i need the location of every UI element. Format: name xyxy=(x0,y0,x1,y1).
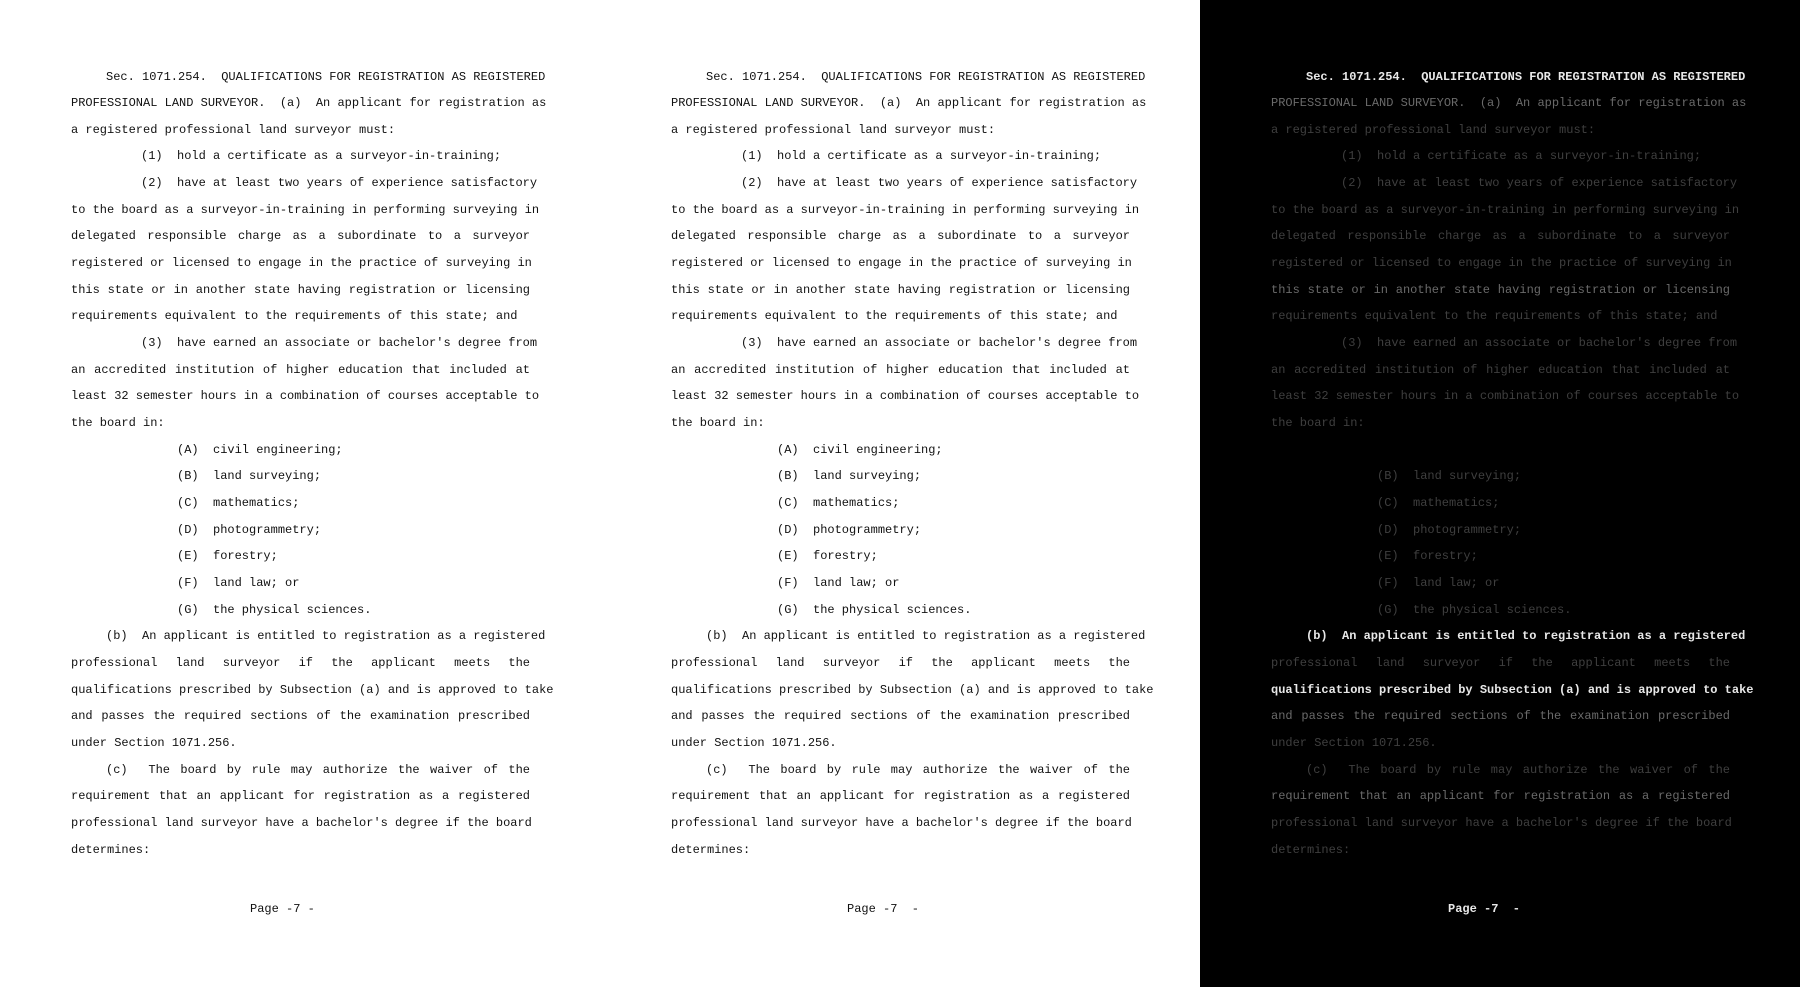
sub-item: (F) land law; or xyxy=(777,576,900,590)
subsection-b-line: professional land surveyor if the applicant meets the xyxy=(71,656,530,670)
item-2-line: requirements equivalent to the requirements of this state; and xyxy=(1271,309,1718,323)
subsection-b-line: qualifications prescribed by Subsection (a) and is approved to take xyxy=(671,683,1154,697)
item-2-line: this state or in another state having registration or licensing xyxy=(71,283,530,297)
subsection-c-line: determines: xyxy=(1271,843,1351,857)
sub-item: (A) civil engineering; xyxy=(177,443,343,457)
subsection-c-line: professional land surveyor have a bachelor's degree if the board xyxy=(671,816,1132,830)
subsection-c-line: determines: xyxy=(71,843,151,857)
item-3-line: least 32 semester hours in a combination of courses acceptable to xyxy=(1271,389,1740,403)
subsection-b-line: under Section 1071.256. xyxy=(71,736,237,750)
subsection-c-line: requirement that an applicant for registration as a registered xyxy=(71,789,530,803)
item-2-line: delegated responsible charge as a subordinate to a surveyor xyxy=(71,229,530,243)
item-2-line: to the board as a surveyor-in-training in performing surveying in xyxy=(1271,203,1740,217)
sub-item: (D) photogrammetry; xyxy=(177,523,322,537)
subsection-c-line: (c) The board by rule may authorize the waiver of the xyxy=(106,763,530,777)
subsection-c-line: requirement that an applicant for registration as a registered xyxy=(1271,789,1730,803)
sub-item: (E) forestry; xyxy=(177,549,278,563)
subsection-c-line: (c) The board by rule may authorize the waiver of the xyxy=(1306,763,1730,777)
intro-line: a registered professional land surveyor must: xyxy=(1271,123,1596,137)
subsection-c-line: determines: xyxy=(671,843,751,857)
sub-item: (G) the physical sciences. xyxy=(1377,603,1572,617)
item-2-line: this state or in another state having registration or licensing xyxy=(1271,283,1730,297)
item-3-line: an accredited institution of higher education that included at xyxy=(671,363,1130,377)
subsection-b-line: (b) An applicant is entitled to registration as a registered xyxy=(1306,629,1746,643)
sub-item: (G) the physical sciences. xyxy=(177,603,372,617)
heading-continuation: PROFESSIONAL LAND SURVEYOR. (a) An applicant for registration as xyxy=(1271,96,1747,110)
item-3-line: the board in: xyxy=(1271,416,1365,430)
item-2-line: (2) have at least two years of experience satisfactory xyxy=(741,176,1138,190)
subsection-b-line: professional land surveyor if the applicant meets the xyxy=(1271,656,1730,670)
item-3-line: the board in: xyxy=(71,416,165,430)
subsection-b-line: and passes the required sections of the examination prescribed xyxy=(1271,709,1730,723)
page-footer: Page -7 - xyxy=(1448,902,1521,916)
item-2-line: (2) have at least two years of experience satisfactory xyxy=(141,176,538,190)
subsection-b-line: qualifications prescribed by Subsection (a) and is approved to take xyxy=(71,683,554,697)
subsection-b-line: and passes the required sections of the examination prescribed xyxy=(71,709,530,723)
subsection-c-line: (c) The board by rule may authorize the waiver of the xyxy=(706,763,1130,777)
item-2-line: to the board as a surveyor-in-training in performing surveying in xyxy=(671,203,1140,217)
sub-item: (B) land surveying; xyxy=(1377,469,1522,483)
sub-item: (E) forestry; xyxy=(777,549,878,563)
page-left xyxy=(0,0,600,987)
item-3-line: (3) have earned an associate or bachelor's degree from xyxy=(141,336,538,350)
item-2-line: requirements equivalent to the requirements of this state; and xyxy=(671,309,1118,323)
item-1: (1) hold a certificate as a surveyor-in-training; xyxy=(141,149,502,163)
item-3-line: least 32 semester hours in a combination of courses acceptable to xyxy=(71,389,540,403)
item-2-line: (2) have at least two years of experience satisfactory xyxy=(1341,176,1738,190)
item-2-line: delegated responsible charge as a subordinate to a surveyor xyxy=(671,229,1130,243)
heading-continuation: PROFESSIONAL LAND SURVEYOR. (a) An applicant for registration as xyxy=(671,96,1147,110)
item-3-line: an accredited institution of higher education that included at xyxy=(71,363,530,377)
page-footer: Page -7 - xyxy=(250,902,315,916)
page-footer: Page -7 - xyxy=(847,902,920,916)
section-heading: Sec. 1071.254. QUALIFICATIONS FOR REGISTRATION AS REGISTERED xyxy=(1306,70,1746,84)
sub-item: (C) mathematics; xyxy=(777,496,900,510)
item-3-line: the board in: xyxy=(671,416,765,430)
intro-line: a registered professional land surveyor must: xyxy=(71,123,396,137)
item-1: (1) hold a certificate as a surveyor-in-training; xyxy=(1341,149,1702,163)
intro-line: a registered professional land surveyor must: xyxy=(671,123,996,137)
subsection-b-line: and passes the required sections of the examination prescribed xyxy=(671,709,1130,723)
sub-item: (D) photogrammetry; xyxy=(777,523,922,537)
item-2-line: registered or licensed to engage in the practice of surveying in xyxy=(671,256,1132,270)
subsection-b-line: professional land surveyor if the applicant meets the xyxy=(671,656,1130,670)
section-heading: Sec. 1071.254. QUALIFICATIONS FOR REGISTRATION AS REGISTERED xyxy=(106,70,546,84)
item-2-line: registered or licensed to engage in the practice of surveying in xyxy=(1271,256,1732,270)
page-middle xyxy=(600,0,1200,987)
sub-item: (G) the physical sciences. xyxy=(777,603,972,617)
page-diff xyxy=(1200,0,1800,987)
subsection-c-line: professional land surveyor have a bachelor's degree if the board xyxy=(71,816,532,830)
subsection-b-line: (b) An applicant is entitled to registration as a registered xyxy=(106,629,546,643)
item-1: (1) hold a certificate as a surveyor-in-training; xyxy=(741,149,1102,163)
item-2-line: registered or licensed to engage in the practice of surveying in xyxy=(71,256,532,270)
sub-item: (B) land surveying; xyxy=(777,469,922,483)
item-2-line: this state or in another state having registration or licensing xyxy=(671,283,1130,297)
sub-item: (F) land law; or xyxy=(177,576,300,590)
item-3-line: an accredited institution of higher education that included at xyxy=(1271,363,1730,377)
item-2-line: requirements equivalent to the requirements of this state; and xyxy=(71,309,518,323)
subsection-c-line: requirement that an applicant for registration as a registered xyxy=(671,789,1130,803)
subsection-b-line: under Section 1071.256. xyxy=(1271,736,1437,750)
sub-item: (F) land law; or xyxy=(1377,576,1500,590)
sub-item: (E) forestry; xyxy=(1377,549,1478,563)
sub-item: (D) photogrammetry; xyxy=(1377,523,1522,537)
item-3-line: (3) have earned an associate or bachelor's degree from xyxy=(1341,336,1738,350)
item-3-line: (3) have earned an associate or bachelor's degree from xyxy=(741,336,1138,350)
section-heading: Sec. 1071.254. QUALIFICATIONS FOR REGISTRATION AS REGISTERED xyxy=(706,70,1146,84)
item-2-line: to the board as a surveyor-in-training in performing surveying in xyxy=(71,203,540,217)
sub-item: (C) mathematics; xyxy=(177,496,300,510)
item-2-line: delegated responsible charge as a subordinate to a surveyor xyxy=(1271,229,1730,243)
sub-item: (B) land surveying; xyxy=(177,469,322,483)
subsection-b-line: under Section 1071.256. xyxy=(671,736,837,750)
subsection-b-line: qualifications prescribed by Subsection (a) and is approved to take xyxy=(1271,683,1754,697)
subsection-b-line: (b) An applicant is entitled to registration as a registered xyxy=(706,629,1146,643)
item-3-line: least 32 semester hours in a combination of courses acceptable to xyxy=(671,389,1140,403)
subsection-c-line: professional land surveyor have a bachelor's degree if the board xyxy=(1271,816,1732,830)
sub-item: (C) mathematics; xyxy=(1377,496,1500,510)
sub-item: (A) civil engineering; xyxy=(777,443,943,457)
heading-continuation: PROFESSIONAL LAND SURVEYOR. (a) An applicant for registration as xyxy=(71,96,547,110)
